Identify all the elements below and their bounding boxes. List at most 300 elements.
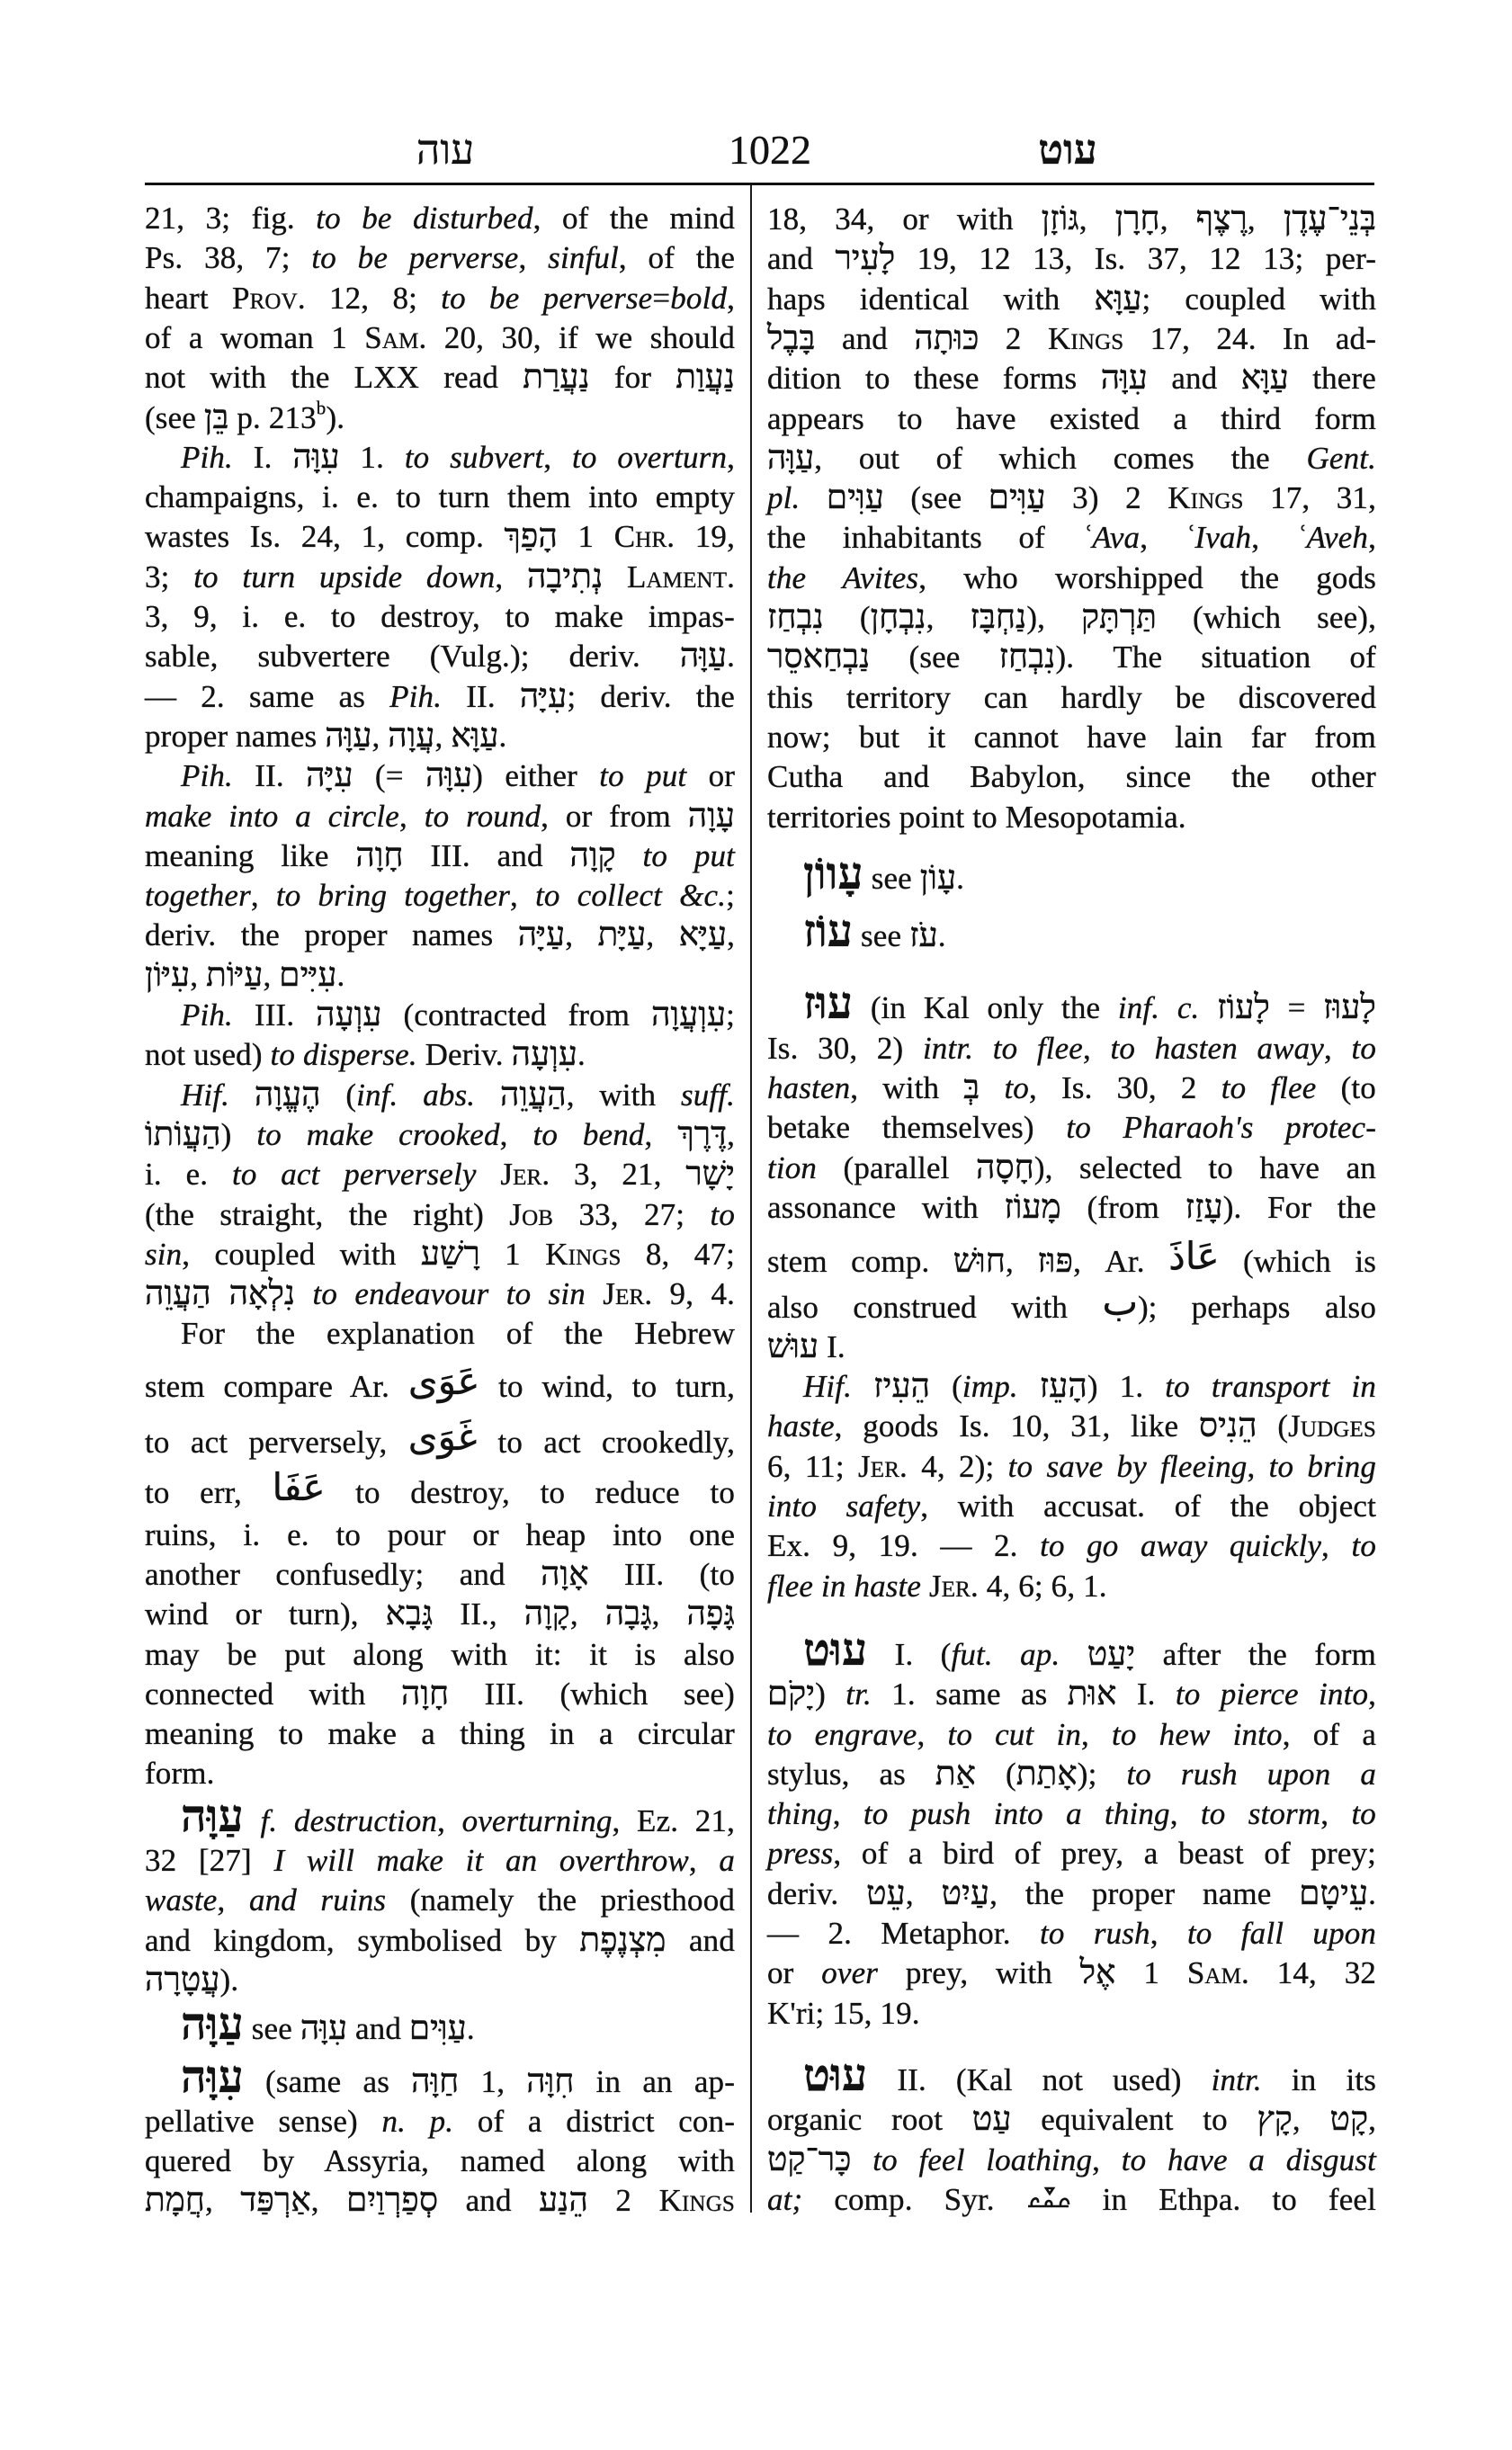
roman-text: dition to these forms [767,361,1101,397]
line-text [767,680,1376,715]
line-text [145,2104,735,2139]
text-line [145,358,735,398]
roman-text: 1. [339,439,405,475]
roman-text: see [243,2011,300,2047]
line-text [181,440,735,475]
syriac-glyph-icon [1026,2186,1071,2213]
italic-text: intr. to flee [922,1030,1083,1066]
hebrew-word: נַחְבָּז [970,599,1027,636]
roman-text: ( [823,600,871,635]
roman-text: , [905,1875,942,1911]
roman-text: and [666,1922,735,1958]
hebrew-word: נַעֲרַת [523,359,590,397]
text-line [767,1755,1376,1794]
line-text [767,1489,1376,1524]
text-line [145,1195,735,1235]
line-text [767,1916,1376,1951]
roman-text: , [1321,1528,1352,1564]
roman-text: 1, [459,2063,527,2099]
italic-text: to turn upside down [193,559,496,595]
roman-text: , [1140,520,1185,556]
roman-text: , [510,878,536,914]
italic-text: to transport in [1165,1369,1377,1405]
roman-text: , [651,1596,687,1632]
roman-text: , [1368,520,1376,556]
headword: עָווֹן [803,848,863,899]
roman-text: , [1368,2102,1376,2138]
line-text [145,396,345,436]
line-text [767,1449,1376,1484]
hebrew-word: עַוִּים [408,2010,467,2048]
italic-text: to disperse. [270,1037,417,1073]
hebrew-word: נַעֲוַת [675,359,736,397]
small-caps-reference: Jer. [928,1568,979,1604]
roman-text: pellative sense) [145,2103,382,2139]
roman-text: . [1368,1875,1376,1911]
roman-text: , [727,917,736,953]
hebrew-word: עַוָּא [1094,280,1142,317]
text-line [767,200,1376,239]
roman-text: 17, 31, [1243,480,1376,516]
roman-text: ) [815,1677,846,1712]
roman-text: see [853,918,910,954]
roman-text: 20, 30, if we should [426,319,735,355]
roman-text: , [1092,2142,1122,2177]
line-text [145,2143,735,2178]
line-text [803,1369,1376,1404]
roman-text: and [1147,361,1241,397]
text-line [767,1149,1376,1188]
line-text [767,1408,1376,1444]
hebrew-word: הֵעִיז [873,1368,931,1406]
text-line [145,558,735,597]
hebrew-word: עַיּוֹת [206,956,264,994]
small-caps-reference: Jer. [858,1448,908,1484]
text-line [145,1714,735,1754]
italic-text: to flee [1221,1070,1317,1105]
text-line [145,597,735,637]
italic-text: press [767,1836,834,1872]
roman-text: territories point to Mesopotamia. [767,799,1186,835]
italic-text: to be perverse [311,240,519,276]
roman-text: wind or turn), [145,1596,386,1632]
hebrew-word: עַוָּא [451,717,499,755]
roman-text: (to [1316,1070,1376,1105]
roman-text: III. (which see) [449,1676,735,1712]
roman-text: , or from [541,798,688,834]
line-text [767,1876,1376,1911]
small-caps-reference: Kings [1048,320,1124,356]
text-line [767,598,1376,638]
roman-text: , of a [1282,1716,1377,1752]
roman-text: , [727,439,735,475]
roman-text: For the explanation of the Hebrew [181,1316,735,1352]
hebrew-word: כּוּתָה [914,319,980,357]
italic-text: Pih. [181,439,233,475]
italic-text: to bring together [275,878,511,914]
roman-text: not used) [145,1037,271,1073]
text-line [767,1675,1376,1714]
text-line [145,1274,735,1314]
hebrew-word: קָץ [1257,2101,1293,2139]
roman-text: after the form [1135,1636,1376,1672]
text-line [767,1994,1376,2034]
roman-text: (in Kal only the [853,990,1118,1026]
headword: עוּט [803,2050,868,2100]
hebrew-word: הֵנַע [539,2182,588,2220]
roman-text: ) 1. [1087,1369,1166,1405]
line-text [145,479,735,514]
roman-text: or [767,1955,822,1991]
italic-text: I will make it an overthrow [273,1843,689,1878]
line-text [145,1596,735,1632]
hebrew-word: עִוָּה [425,757,473,795]
line-text [767,1329,845,1364]
text-line [145,1921,735,1961]
hebrew-word: עֲוָה [388,717,435,755]
hebrew-word: חוּשׁ [953,1243,1007,1281]
roman-text: of a woman 1 [145,319,365,355]
line-text [767,639,1376,675]
italic-text: imp. [962,1369,1018,1405]
roman-text: stem comp. [767,1244,953,1280]
roman-text [244,1803,261,1838]
text-line [767,1328,1376,1367]
roman-text: and [767,241,836,277]
text-line [145,1635,735,1675]
hebrew-word: אוּת [1067,1676,1117,1713]
line-text [767,1110,1376,1145]
text-line [145,1115,735,1155]
text-line [767,638,1376,677]
roman-text: in its [1261,2061,1377,2097]
line-text [767,1190,1376,1225]
text-line [145,2181,735,2221]
roman-text [1199,990,1217,1025]
text-line [145,797,735,836]
hebrew-word: עוּשׁ [767,1328,819,1365]
hebrew-word: עַוָּא [1240,360,1289,398]
headword: עַוָּה [181,1791,244,1841]
roman-text: , Ar. [1073,1244,1169,1280]
hebrew-word: נִבְחָן [870,599,926,636]
roman-text: and [815,320,915,356]
roman-text: II., [433,1596,524,1632]
line-text [145,1882,735,1918]
text-line [145,1358,735,1407]
hebrew-word: עָוָה [687,797,735,835]
line-text [767,1528,1376,1563]
text-line [767,718,1376,757]
line-text [767,441,1376,476]
roman-text: , [1078,201,1115,237]
roman-text: ; [726,997,735,1033]
italic-text: to overturn [572,439,728,475]
line-text [145,1843,735,1878]
text-line [767,1526,1376,1566]
line-text [145,1756,215,1791]
roman-text: 14, 32 [1248,1955,1377,1991]
text-line [767,239,1376,279]
roman-text: , [204,2183,241,2219]
roman-text: , [1081,1716,1113,1752]
italic-text: tion [767,1149,818,1185]
arabic-word: عَفَا [272,1465,326,1510]
roman-text: or [686,758,736,794]
hebrew-word: נִבְחַז [998,639,1056,676]
roman-text: , the proper name [989,1875,1300,1911]
line-text [767,201,1376,237]
text-line [767,678,1376,718]
hebrew-word: פּוּז [1037,1243,1074,1281]
italic-text: ʿIvah [1184,520,1252,556]
line-text [803,2050,1377,2100]
line-text [767,1031,1376,1066]
italic-text: inf. abs. [356,1077,476,1113]
line-text [145,240,735,275]
hebrew-word: עַיָּת [597,917,647,954]
line-text [181,1999,475,2050]
line-text [145,679,735,714]
roman-text: also construed with [767,1289,1103,1325]
roman-text: (which see), [1156,600,1376,635]
small-caps-reference: Kings [545,1236,622,1272]
small-caps-reference: Job [509,1196,554,1232]
hebrew-word: גּוֹזָן [1041,201,1079,237]
roman-text: ), selected to have an [1033,1149,1376,1185]
roman-text: (which is [1219,1244,1376,1280]
text-line [767,1715,1376,1755]
roman-text: 2 [979,320,1048,356]
roman-text: 1 [479,1236,546,1272]
roman-text: (= [353,758,425,794]
roman-text: , [565,917,598,953]
roman-text: ); [1077,1756,1127,1792]
text-line [145,1841,735,1881]
roman-text [852,2142,873,2177]
line-text [767,759,1376,794]
text-line [767,559,1376,598]
hebrew-word: עִיִּים [279,956,337,994]
roman-text: the inhabitants of [767,520,1082,556]
roman-text [477,1157,501,1192]
hebrew-word: עָוֹן [919,859,957,897]
italic-text: inf. c. [1117,990,1200,1026]
italic-text: to collect &c. [535,878,727,914]
hebrew-word: נְתִיבָה [526,558,604,595]
roman-text: equivalent to [1011,2102,1257,2138]
italic-text: to cut in [947,1716,1081,1752]
roman-text: now; but it cannot have lain far from [767,719,1376,755]
roman-text: I. ( [867,1636,952,1672]
roman-text: deriv. [767,1875,867,1911]
hebrew-word: עֲטָרָה [145,1961,220,1998]
text-line [145,1881,735,1920]
roman-text: ). The situation of [1055,639,1376,675]
text-line [145,1465,735,1513]
roman-text: to wind, to turn, [479,1368,735,1404]
italic-text: to [1351,1796,1376,1832]
roman-text: this territory can hardly be discovered [767,679,1377,715]
line-text [145,958,344,993]
hebrew-word: נַבְחַאסֵר [767,639,871,676]
text-line [767,1029,1376,1069]
roman-text: , of a bird of prey, a beast of prey; [833,1836,1377,1872]
italic-text: make into a circle [145,798,399,834]
roman-text: and [347,2011,409,2047]
italic-text: ʿAveh [1295,520,1369,556]
line-text [767,800,1186,835]
small-caps-reference: Judges [1288,1408,1376,1444]
line-text [145,1117,735,1152]
line-text [803,907,946,957]
roman-text: 3; [145,559,194,595]
paragraph-first-line [181,1999,735,2050]
line-text [145,1923,735,1958]
paragraph-first-line [803,907,1376,957]
hebrew-word: סְפַרְוַיִם [346,2182,439,2220]
text-line [145,1235,735,1274]
line-text [767,1677,1376,1712]
roman-text: 8, 47; [621,1236,735,1272]
text-line [767,2141,1376,2180]
roman-text: , [518,240,549,276]
text-line [145,2102,735,2142]
roman-text: , [434,718,452,754]
italic-text: sinful [548,240,619,276]
italic-text: to hasten away [1110,1030,1324,1066]
italic-text: to put [599,758,687,794]
line-text [767,560,1376,595]
italic-text: to feel loathing [872,2142,1093,2177]
text-line [767,280,1376,319]
hebrew-word: עַוָּה [679,638,728,675]
roman-text: 4, 6; 6, 1. [978,1568,1107,1604]
roman-text [229,1077,255,1113]
hebrew-word: חָסָה [976,1149,1034,1186]
hebrew-word: עִוְעָה [316,997,382,1033]
hebrew-word: אָוָה [541,1555,589,1593]
roman-text: of a district con- [453,2103,736,2139]
roman-text: in Ethpa. to feel [1070,2181,1376,2217]
paragraph-first-line [181,2052,736,2102]
roman-text: . [498,718,507,754]
roman-text: , [926,600,971,635]
text-line [145,478,735,517]
roman-text: in an ap- [574,2063,736,2099]
italic-text: n. p. [381,2103,454,2139]
line-text [145,1197,735,1232]
roman-text: , who worshipped the gods [918,559,1376,595]
line-text [767,321,1376,356]
italic-text: and ruins [248,1882,387,1918]
italic-text: Pih. [389,678,443,714]
small-caps-reference: Prov. [231,280,306,316]
hebrew-word: עִוְעֲוָה [651,997,727,1033]
line-text [767,361,1376,396]
headword: עוֹז [803,907,854,957]
line-text [767,480,1376,515]
line-text [767,1070,1376,1105]
line-text [767,2182,1376,2217]
hebrew-word: עִוְעָה [511,1036,577,1074]
hebrew-word: לָעוּז [1323,989,1376,1027]
hebrew-word: דֶּרֶךְ [677,1115,728,1153]
italic-text: the Avites [767,559,919,595]
text-line [145,1155,735,1194]
text-line [767,1567,1376,1606]
roman-text: 21, 3; fig. [145,201,317,236]
running-head-left: עוה [416,127,475,173]
paragraph-first-line [181,438,735,478]
roman-text: another confusedly; and [145,1556,541,1592]
italic-text: to [1351,1528,1376,1564]
italic-text: f. destruction [260,1802,438,1838]
text-line [767,1188,1376,1228]
hebrew-word: הַעֲוֹתוֹ [145,1115,221,1153]
header-rule [145,183,1374,185]
roman-text: , [1247,201,1284,237]
line-text [145,360,735,395]
hebrew-word: בֵּן [203,398,229,436]
italic-text: Pih. [181,758,233,794]
roman-text: , with accusat. of the object [920,1489,1376,1524]
line-text [145,1237,735,1272]
text-line [145,1035,735,1075]
hebrew-word: עָזַז [1185,1188,1223,1226]
roman-text: (contracted from [381,997,652,1033]
italic-text: hasten [767,1070,851,1105]
roman-text: form. [145,1756,215,1792]
italic-text: haste [767,1408,835,1444]
line-text [181,1077,735,1113]
italic-text: tr. [845,1677,872,1712]
small-caps-reference: Chr. [613,519,675,555]
hebrew-word: יָקֹם [767,1676,816,1713]
small-caps-reference: Jer. [603,1276,653,1312]
hebrew-word: קָוָה [569,836,616,874]
italic-text: to have a disgust [1121,2142,1376,2177]
italic-text: sin [145,1236,183,1272]
superscript: b [316,396,327,418]
italic-text: to make crooked [256,1116,500,1152]
arabic-word: غَوَى [407,1415,478,1459]
roman-text: 33, 27; [553,1196,711,1232]
line-text [767,520,1376,555]
hebrew-word: נִבְחַז [767,599,824,636]
line-text [767,2102,1376,2137]
hebrew-word: קָט [1329,2101,1369,2139]
roman-text: may be put along with it: it is also [145,1636,735,1672]
line-text [767,1234,1376,1281]
hebrew-word: עַיָּה [517,917,566,954]
italic-text: to [1351,1030,1376,1066]
text-line [767,1834,1376,1873]
roman-text: , [1006,1244,1038,1280]
running-head-right: עוט [1038,127,1097,173]
hebrew-word: הֵנִיס [1198,1408,1257,1445]
italic-text: Hif. [803,1369,853,1405]
italic-text: intr. [1211,2061,1262,2097]
text-line [145,1516,735,1555]
hebrew-word: עֹז [909,917,938,955]
hebrew-word: עִוָּה [292,438,340,476]
text-line [145,1675,735,1714]
roman-text: stem compare Ar. [145,1368,408,1404]
italic-text: overturning [461,1802,613,1838]
line-text [767,241,1376,276]
roman-text: ), [1026,600,1082,635]
